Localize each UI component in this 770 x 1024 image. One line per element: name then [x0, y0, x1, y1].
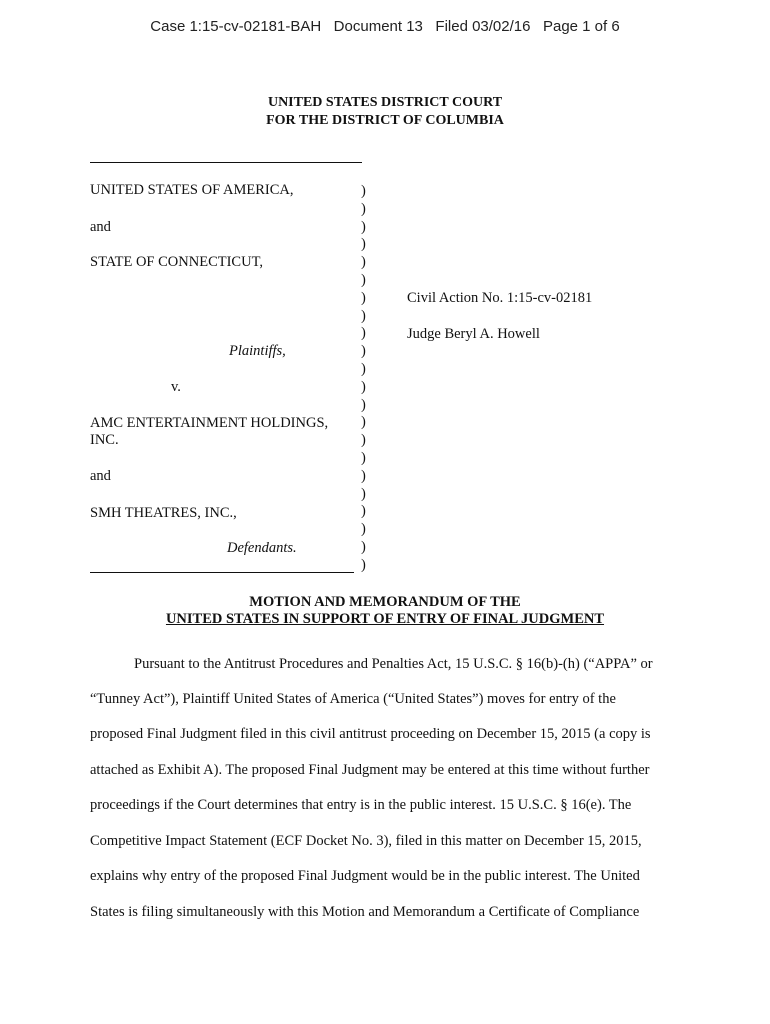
- body-line: attached as Exhibit A). The proposed Final Judgment may be entered at this time without further: [90, 762, 650, 778]
- caption-parenthesis: ): [361, 325, 366, 342]
- body-line: explains why entry of the proposed Final Judgment would be in the public interest. The United: [90, 868, 640, 884]
- caption-parenthesis: ): [361, 289, 366, 306]
- body-line: States is filing simultaneously with this Motion and Memorandum a Certificate of Compliance: [90, 904, 640, 920]
- caption-parenthesis: ): [361, 396, 366, 413]
- caption-parenthesis: ): [361, 343, 366, 360]
- defendant-2: SMH THEATRES, INC.,: [90, 505, 237, 521]
- civil-action-number: Civil Action No. 1:15-cv-02181: [407, 290, 593, 306]
- caption-parenthesis: ): [361, 218, 366, 235]
- defendant-1-line-2: INC.: [90, 432, 119, 448]
- caption-parenthesis: ): [361, 361, 366, 377]
- and-connector-1: and: [90, 219, 111, 235]
- title-line-2: UNITED STATES IN SUPPORT OF ENTRY OF FINAL JUDGMENT: [165, 611, 605, 627]
- caption-bottom-rule: [90, 572, 354, 573]
- body-line: Competitive Impact Statement (ECF Docket No. 3), filed in this matter on December 15, 2015,: [90, 833, 642, 849]
- document-title: [0, 594, 770, 628]
- page-header: Case 1:15-cv-02181-BAH Document 13 Filed 03/02/16 Page 1 of 6: [150, 18, 620, 35]
- caption-parenthesis: ): [361, 539, 366, 555]
- plaintiffs-label: Plaintiffs,: [229, 343, 286, 359]
- defendant-1-line-1: AMC ENTERTAINMENT HOLDINGS,: [90, 415, 329, 431]
- caption-parenthesis: ): [361, 183, 366, 199]
- caption-parenthesis: ): [361, 414, 366, 431]
- judge-name: Judge Beryl A. Howell: [407, 326, 540, 342]
- plaintiff-1: UNITED STATES OF AMERICA,: [90, 182, 294, 198]
- caption-parenthesis: ): [361, 503, 366, 520]
- caption-parenthesis: ): [361, 485, 366, 502]
- caption-parenthesis: ): [361, 236, 366, 253]
- caption-parenthesis: ): [361, 272, 366, 288]
- caption-parenthesis: ): [361, 200, 366, 217]
- plaintiff-2: STATE OF CONNECTICUT,: [90, 254, 263, 270]
- caption-parenthesis: ): [361, 556, 366, 573]
- caption-parenthesis: ): [361, 432, 366, 449]
- court-district: FOR THE DISTRICT OF COLUMBIA: [266, 113, 504, 128]
- caption-parenthesis: ): [361, 378, 366, 395]
- caption-parenthesis: ): [361, 254, 366, 271]
- caption-parenthesis: ): [361, 450, 366, 466]
- body-line: “Tunney Act”), Plaintiff United States of America (“United States”) moves for entry of the: [90, 691, 616, 707]
- caption-parenthesis: ): [361, 307, 366, 324]
- caption-parenthesis: ): [361, 467, 366, 484]
- title-line-1: MOTION AND MEMORANDUM OF THE: [249, 594, 521, 610]
- court-name: UNITED STATES DISTRICT COURT: [267, 95, 503, 110]
- body-line: proceedings if the Court determines that entry is in the public interest. 15 U.S.C. § 16(e). The: [90, 797, 632, 813]
- court-heading: [0, 94, 770, 130]
- and-connector-2: and: [90, 468, 111, 484]
- versus: v.: [171, 379, 181, 395]
- caption-top-rule: [90, 162, 362, 163]
- body-line: Pursuant to the Antitrust Procedures and Penalties Act, 15 U.S.C. § 16(b)-(h) (“APPA” or: [134, 656, 653, 672]
- caption-parenthesis: ): [361, 521, 366, 538]
- body-line: proposed Final Judgment filed in this civil antitrust proceeding on December 15, 2015 (a copy is: [90, 726, 651, 742]
- defendants-label: Defendants.: [227, 540, 297, 556]
